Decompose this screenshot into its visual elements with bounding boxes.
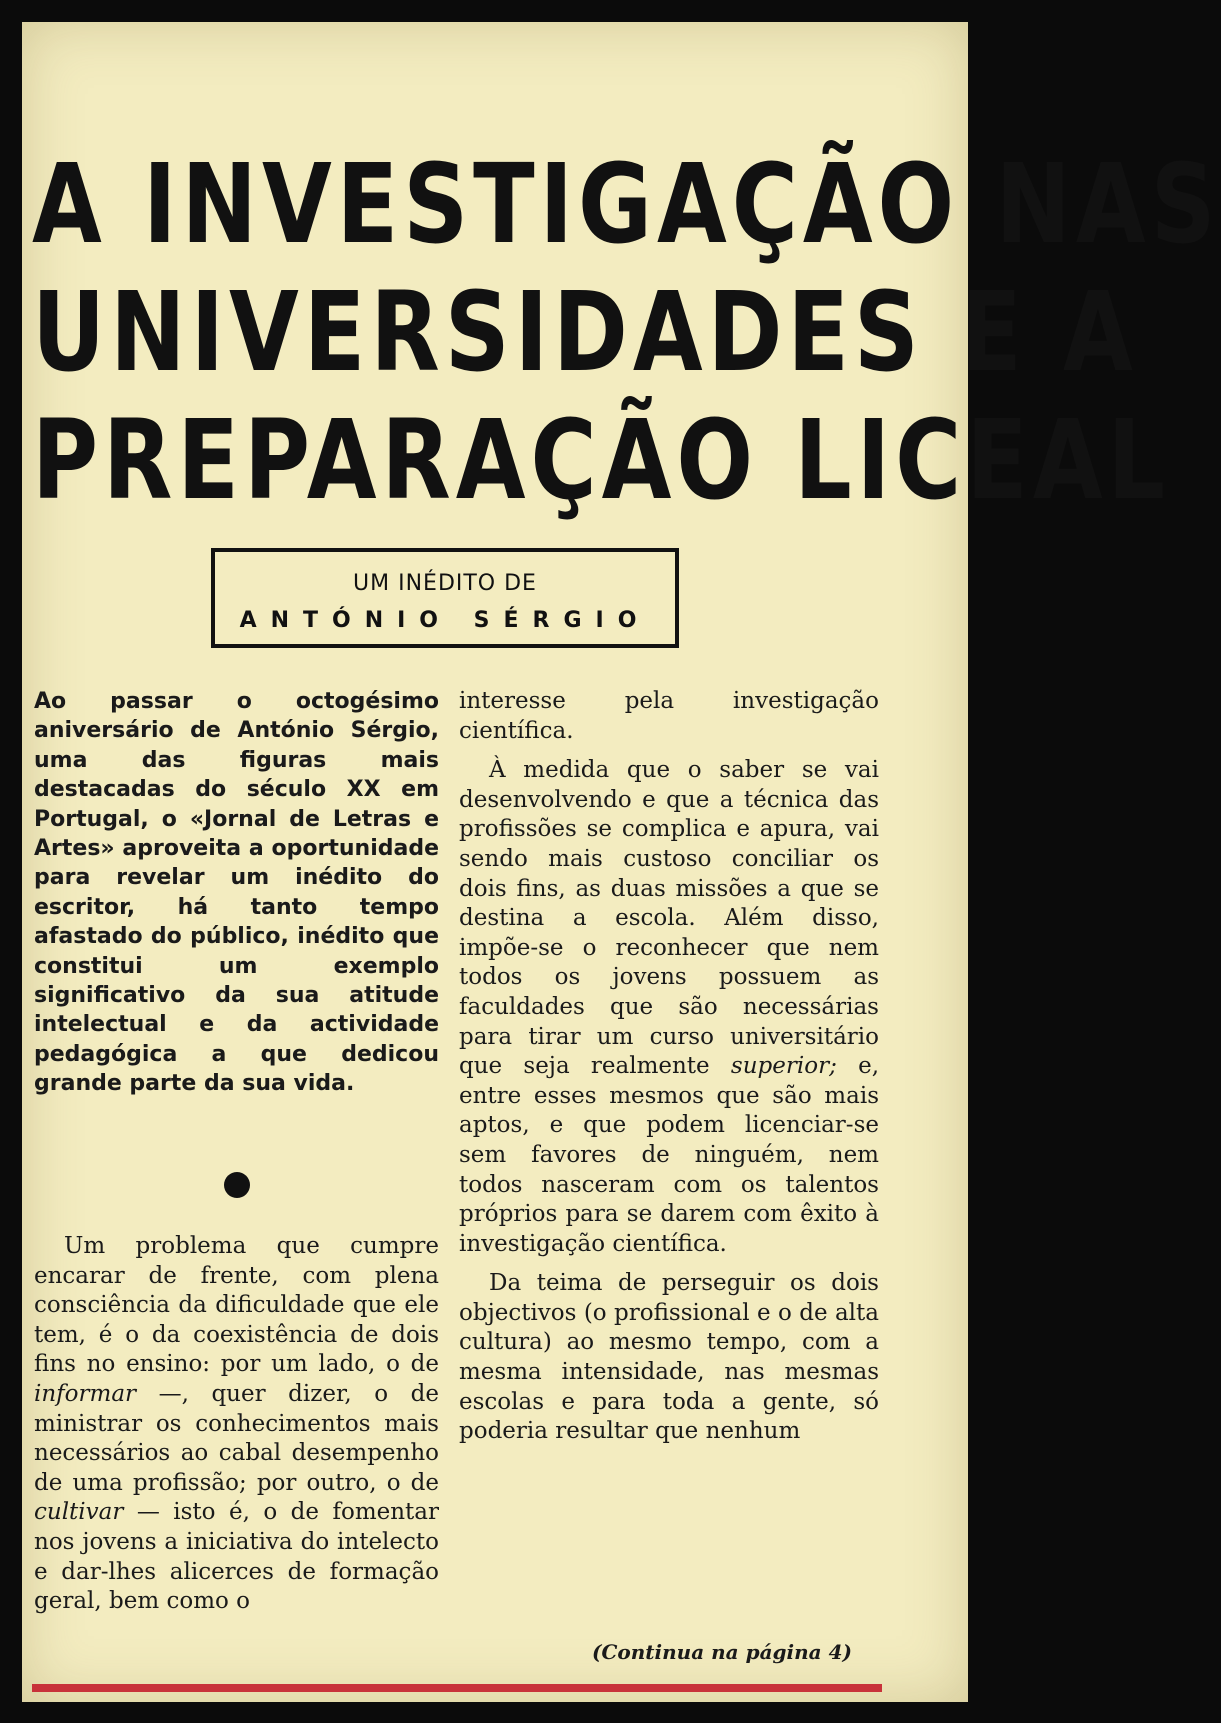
text-run: À medida que o saber se vai desenvolvendo e que a técnica das profissões se complica e apura, vai sendo mais custoso conciliar os dois fins, as duas missões a que se destina a escola. Além disso, impõe-se o reconhecer que nem todos os jovens possuem as faculdades que são necessárias para tirar um curso universitário que seja realmente (459, 757, 879, 1080)
text-run: —, quer dizer, o de ministrar os conhecimentos mais necessários ao cabal desempenho de uma profissão; por outro, o de (34, 1380, 439, 1496)
text-run: Um problema que cumpre encarar de frente, com plena consciência da dificuldade que ele tem, é o da coexistência de dois fins no ensino: por um lado, o de (34, 1233, 439, 1378)
headline-line-3: PREPARAÇÃO LICEAL (32, 396, 1170, 524)
headline (32, 140, 1221, 524)
body-column-left (34, 1232, 439, 1617)
emphasis-informar: informar (34, 1380, 137, 1407)
body-paragraph (34, 1232, 439, 1617)
newspaper-clipping (22, 22, 1221, 1702)
byline-box (211, 548, 679, 648)
body-paragraph (459, 756, 879, 1259)
text-run: e, entre esses mesmos que são mais aptos, e que podem licenciar-se sem favores de ninguém, nem todos nasceram com os talentos próprios para se darem com êxito à investigação científica. (459, 1053, 879, 1257)
emphasis-cultivar: cultivar (34, 1499, 124, 1526)
continued-note: (Continua na página 4) (592, 1640, 852, 1664)
red-rule-divider (32, 1684, 882, 1692)
body-paragraph: Da teima de perseguir os dois objectivos (o profissional e o de alta cultura) ao mesmo tempo, com a mesma intensidade, nas mesmas escolas e para toda a gente, só poderia resultar que nenhum (459, 1270, 879, 1445)
byline-label: UM INÉDITO DE (353, 571, 537, 596)
lead-paragraph: Ao passar o octogésimo aniversário de António Sérgio, uma das figuras mais destacadas do século XX em Portugal, o «Jornal de Letras e Artes» aproveita a oportunidade para revelar um inédito do escritor, há tanto tempo afastado do público, inédito que constitui um exemplo significativo da sua atitude intelectual e da actividade pedagógica a que dedicou grande parte da sua vida. (34, 689, 439, 1097)
body-column-right (459, 687, 879, 1457)
emphasis-superior: superior; (730, 1053, 837, 1080)
text-run: — isto é, o de fomentar nos jovens a iniciativa do intelecto e dar-lhes alicerces de formação geral, bem como o (34, 1499, 439, 1615)
headline-line-2: UNIVERSIDADES E A (32, 268, 1138, 396)
section-bullet (224, 1172, 250, 1198)
byline-author: ANTÓNIO SÉRGIO (239, 608, 651, 633)
body-paragraph-continued: interesse pela investigação científica. (459, 688, 879, 744)
headline-line-1: A INVESTIGAÇÃO NAS (32, 140, 1221, 268)
